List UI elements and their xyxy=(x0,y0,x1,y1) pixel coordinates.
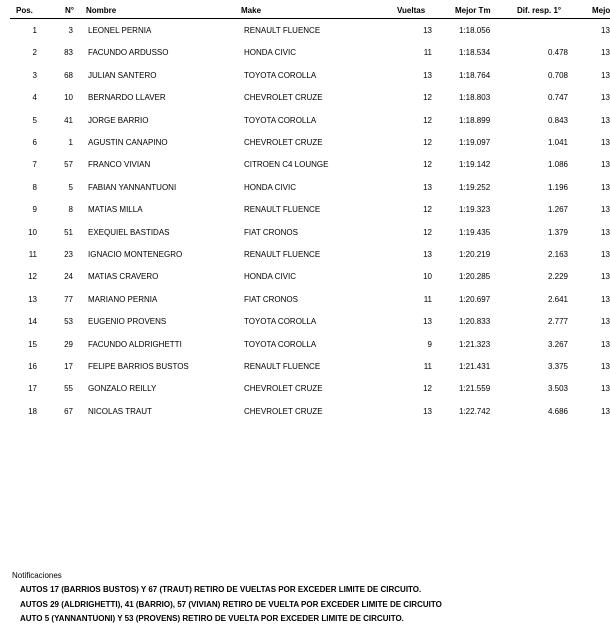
cell-diff: 2.777 xyxy=(547,317,568,326)
cell-make: RENAULT FLUENCE xyxy=(244,26,321,35)
notifications-title: Notificaciones xyxy=(12,571,62,580)
cell-number: 29 xyxy=(64,340,73,349)
cell-name: JORGE BARRIO xyxy=(88,116,149,125)
cell-best-lap: 13 xyxy=(601,317,610,326)
cell-make: RENAULT FLUENCE xyxy=(244,205,321,214)
header-diff: Dif. resp. 1° xyxy=(517,6,562,15)
cell-laps: 12 xyxy=(423,228,432,237)
cell-number: 53 xyxy=(64,317,73,326)
cell-number: 10 xyxy=(64,93,73,102)
cell-number: 5 xyxy=(68,183,73,192)
cell-number: 41 xyxy=(64,116,73,125)
cell-name: FACUNDO ARDUSSO xyxy=(88,48,169,57)
cell-make: CHEVROLET CRUZE xyxy=(244,384,323,393)
cell-pos: 1 xyxy=(32,26,37,35)
cell-laps: 13 xyxy=(423,250,432,259)
cell-pos: 11 xyxy=(28,250,37,259)
cell-make: FIAT CRONOS xyxy=(244,295,298,304)
cell-laps: 13 xyxy=(423,183,432,192)
cell-name: AGUSTIN CANAPINO xyxy=(88,138,168,147)
cell-make: FIAT CRONOS xyxy=(244,228,298,237)
cell-pos: 10 xyxy=(28,228,37,237)
cell-name: LEONEL PERNIA xyxy=(88,26,152,35)
header-best-lap: Mejo xyxy=(592,6,610,15)
cell-laps: 11 xyxy=(423,362,432,371)
cell-number: 83 xyxy=(64,48,73,57)
cell-pos: 6 xyxy=(32,138,37,147)
cell-best-lap: 13 xyxy=(601,340,610,349)
cell-laps: 10 xyxy=(423,272,432,281)
cell-best-lap: 13 xyxy=(601,295,610,304)
cell-best-lap: 13 xyxy=(601,250,610,259)
cell-name: IGNACIO MONTENEGRO xyxy=(88,250,183,259)
cell-best-time: 1:20.219 xyxy=(459,250,491,259)
cell-name: MATIAS CRAVERO xyxy=(88,272,159,281)
cell-number: 51 xyxy=(64,228,73,237)
cell-best-time: 1:21.323 xyxy=(459,340,491,349)
cell-make: CHEVROLET CRUZE xyxy=(244,407,323,416)
cell-best-lap: 13 xyxy=(601,116,610,125)
cell-pos: 4 xyxy=(32,93,37,102)
cell-pos: 8 xyxy=(32,183,37,192)
header-divider xyxy=(10,18,610,19)
cell-best-time: 1:20.285 xyxy=(459,272,491,281)
cell-make: CHEVROLET CRUZE xyxy=(244,138,323,147)
cell-make: TOYOTA COROLLA xyxy=(244,340,317,349)
cell-laps: 13 xyxy=(423,26,432,35)
cell-diff: 0.478 xyxy=(547,48,568,57)
cell-make: HONDA CIVIC xyxy=(244,183,297,192)
header-number: N° xyxy=(65,6,74,15)
cell-number: 3 xyxy=(68,26,73,35)
cell-best-time: 1:20.697 xyxy=(459,295,491,304)
header-pos: Pos. xyxy=(16,6,33,15)
cell-name: EXEQUIEL BASTIDAS xyxy=(88,228,170,237)
cell-make: TOYOTA COROLLA xyxy=(244,317,317,326)
cell-make: CHEVROLET CRUZE xyxy=(244,93,323,102)
cell-laps: 11 xyxy=(423,48,432,57)
cell-diff: 0.843 xyxy=(547,116,568,125)
cell-make: TOYOTA COROLLA xyxy=(244,116,317,125)
cell-number: 8 xyxy=(68,205,73,214)
cell-diff: 1.379 xyxy=(547,228,568,237)
cell-best-time: 1:18.899 xyxy=(459,116,491,125)
cell-diff: 1.196 xyxy=(547,183,568,192)
cell-laps: 13 xyxy=(423,71,432,80)
cell-make: TOYOTA COROLLA xyxy=(244,71,317,80)
cell-best-lap: 13 xyxy=(601,160,610,169)
cell-make: RENAULT FLUENCE xyxy=(244,362,321,371)
cell-laps: 13 xyxy=(423,407,432,416)
cell-diff: 0.747 xyxy=(547,93,568,102)
cell-make: HONDA CIVIC xyxy=(244,272,297,281)
cell-diff: 0.708 xyxy=(547,71,568,80)
cell-name: BERNARDO LLAVER xyxy=(88,93,166,102)
cell-diff: 1.041 xyxy=(547,138,568,147)
cell-laps: 12 xyxy=(423,138,432,147)
cell-best-time: 1:18.056 xyxy=(459,26,491,35)
cell-name: FABIAN YANNANTUONI xyxy=(88,183,177,192)
cell-best-time: 1:19.142 xyxy=(459,160,491,169)
cell-diff: 1.267 xyxy=(547,205,568,214)
cell-laps: 13 xyxy=(423,317,432,326)
cell-laps: 12 xyxy=(423,116,432,125)
cell-best-time: 1:19.435 xyxy=(459,228,491,237)
cell-diff: 2.163 xyxy=(547,250,568,259)
cell-best-time: 1:21.559 xyxy=(459,384,491,393)
cell-name: EUGENIO PROVENS xyxy=(88,317,167,326)
cell-laps: 12 xyxy=(423,384,432,393)
cell-best-time: 1:19.097 xyxy=(459,138,491,147)
cell-number: 1 xyxy=(68,138,73,147)
cell-pos: 9 xyxy=(32,205,37,214)
cell-number: 68 xyxy=(64,71,73,80)
cell-pos: 14 xyxy=(28,317,37,326)
cell-best-lap: 13 xyxy=(601,26,610,35)
cell-name: MARIANO PERNIA xyxy=(88,295,158,304)
cell-pos: 16 xyxy=(28,362,37,371)
header-laps: Vueltas xyxy=(397,6,426,15)
notification-line: AUTO 5 (YANNANTUONI) Y 53 (PROVENS) RETIRO DE VUELTA POR EXCEDER LIMITE DE CIRCUITO. xyxy=(20,614,404,623)
cell-pos: 18 xyxy=(28,407,37,416)
cell-laps: 11 xyxy=(423,295,432,304)
cell-diff: 4.686 xyxy=(547,407,568,416)
cell-pos: 2 xyxy=(32,48,37,57)
cell-pos: 12 xyxy=(28,272,37,281)
cell-pos: 13 xyxy=(28,295,37,304)
cell-diff: 3.375 xyxy=(547,362,568,371)
cell-number: 55 xyxy=(64,384,73,393)
cell-diff: 3.267 xyxy=(547,340,568,349)
cell-best-time: 1:19.323 xyxy=(459,205,491,214)
cell-name: MATIAS MILLA xyxy=(88,205,143,214)
cell-pos: 15 xyxy=(28,340,37,349)
cell-name: FACUNDO ALDRIGHETTI xyxy=(88,340,182,349)
cell-pos: 7 xyxy=(32,160,37,169)
cell-best-lap: 13 xyxy=(601,71,610,80)
cell-number: 17 xyxy=(64,362,73,371)
cell-number: 77 xyxy=(64,295,73,304)
cell-make: RENAULT FLUENCE xyxy=(244,250,321,259)
cell-best-lap: 13 xyxy=(601,205,610,214)
cell-name: GONZALO REILLY xyxy=(88,384,157,393)
cell-best-lap: 13 xyxy=(601,362,610,371)
header-best-time: Mejor Tm xyxy=(455,6,491,15)
cell-pos: 5 xyxy=(32,116,37,125)
cell-laps: 12 xyxy=(423,205,432,214)
cell-name: NICOLAS TRAUT xyxy=(88,407,152,416)
notification-line: AUTOS 29 (ALDRIGHETTI), 41 (BARRIO), 57 (VIVIAN) RETIRO DE VUELTA POR EXCEDER LIMITE DE CIRCUITO xyxy=(20,600,442,609)
cell-best-lap: 13 xyxy=(601,272,610,281)
cell-best-time: 1:18.803 xyxy=(459,93,491,102)
cell-number: 24 xyxy=(64,272,73,281)
cell-best-lap: 13 xyxy=(601,228,610,237)
cell-name: FELIPE BARRIOS BUSTOS xyxy=(88,362,189,371)
cell-make: CITROEN C4 LOUNGE xyxy=(244,160,329,169)
cell-pos: 17 xyxy=(28,384,37,393)
cell-best-lap: 13 xyxy=(601,183,610,192)
cell-diff: 2.229 xyxy=(547,272,568,281)
cell-diff: 2.641 xyxy=(547,295,568,304)
cell-best-time: 1:19.252 xyxy=(459,183,491,192)
cell-laps: 12 xyxy=(423,160,432,169)
cell-pos: 3 xyxy=(32,71,37,80)
cell-best-time: 1:20.833 xyxy=(459,317,491,326)
cell-laps: 9 xyxy=(427,340,432,349)
cell-best-lap: 13 xyxy=(601,48,610,57)
cell-best-lap: 13 xyxy=(601,93,610,102)
cell-number: 23 xyxy=(64,250,73,259)
cell-best-time: 1:21.431 xyxy=(459,362,491,371)
cell-best-lap: 13 xyxy=(601,407,610,416)
cell-name: FRANCO VIVIAN xyxy=(88,160,151,169)
header-name: Nombre xyxy=(86,6,117,15)
cell-laps: 12 xyxy=(423,93,432,102)
cell-diff: 1.086 xyxy=(547,160,568,169)
cell-best-time: 1:18.764 xyxy=(459,71,491,80)
cell-best-lap: 13 xyxy=(601,384,610,393)
notification-line: AUTOS 17 (BARRIOS BUSTOS) Y 67 (TRAUT) RETIRO DE VUELTAS POR EXCEDER LIMITE DE CIRCUITO. xyxy=(20,585,422,594)
cell-number: 67 xyxy=(64,407,73,416)
cell-best-lap: 13 xyxy=(601,138,610,147)
cell-best-time: 1:22.742 xyxy=(459,407,491,416)
header-make: Make xyxy=(241,6,262,15)
cell-diff: 3.503 xyxy=(547,384,568,393)
cell-make: HONDA CIVIC xyxy=(244,48,297,57)
cell-name: JULIAN SANTERO xyxy=(88,71,157,80)
cell-best-time: 1:18.534 xyxy=(459,48,491,57)
cell-number: 57 xyxy=(64,160,73,169)
